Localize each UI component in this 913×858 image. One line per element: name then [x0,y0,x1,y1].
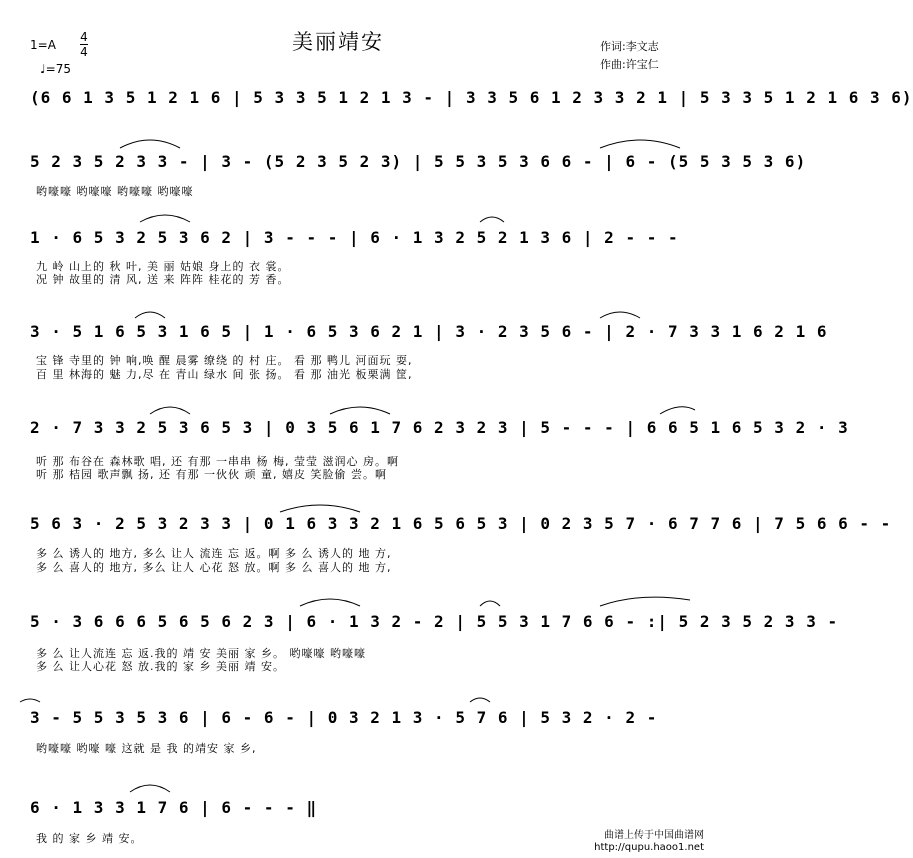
notation-line: 5 · 3 6 6 6 5 6 5 6 2 3 | 6 · 1 3 2 - 2 | 5 5 3 1 7 6 6 - :| 5 2 3 5 2 3 3 - [30,612,839,631]
lyric-line: 哟嚎嚎 哟嚎 嚎 这就 是 我 的靖安 家 乡, [36,742,257,755]
notation-line: 3 - 5 5 3 5 3 6 | 6 - 6 - | 0 3 2 1 3 · 5 7 6 | 5 3 2 · 2 - [30,708,658,727]
lyric-line: 多 么 诱人的 地方, 多么 让人 流连 忘 返。啊 多 么 诱人的 地 方, [36,547,392,560]
slur-arc [330,407,390,414]
footer-text: 曲谱上传于中国曲谱网 [604,830,704,841]
slur-arc [480,601,500,606]
slur-arc [660,407,695,414]
lyric-line: 况 钟 故里的 清 风, 送 来 阵阵 桂花的 芳 香。 [36,273,290,286]
slur-arc [600,597,690,606]
slur-arc [150,407,190,414]
footer-url: http://qupu.haoo1.net [594,842,704,853]
quarter-note-icon: ♩ [40,62,46,76]
notation-line: (6 6 1 3 5 1 2 1 6 | 5 3 3 5 1 2 1 3 - | 3 3 5 6 1 2 3 3 2 1 | 5 3 3 5 1 2 1 6 3 6) [30,88,913,107]
notation-line: 5 2 3 5 2 3 3 - | 3 - (5 2 3 5 2 3) | 5 5 3 5 3 6 6 - | 6 - (5 5 3 5 3 6) [30,152,807,171]
lyric-line: 九 岭 山上的 秋 叶, 美 丽 姑娘 身上的 衣 裳。 [36,260,290,273]
time-signature-bottom: 4 [80,45,88,59]
slur-arc [480,217,504,222]
notation-line: 2 · 7 3 3 2 5 3 6 5 3 | 0 3 5 6 1 7 6 2 3 2 3 | 5 - - - | 6 6 5 1 6 5 3 2 · 3 [30,418,849,437]
notation-line: 1 · 6 5 3 2 5 3 6 2 | 3 - - - | 6 · 1 3 2 5 2 1 3 6 | 2 - - - [30,228,679,247]
lyric-line: 多 么 让人流连 忘 返.我的 靖 安 美丽 家 乡。 哟嚎嚎 哟嚎嚎 [36,647,366,660]
lyric-line: 宝 锋 寺里的 钟 响,唤 醒 晨雾 缭绕 的 村 庄。 看 那 鸭儿 河面玩 耍, [36,354,413,367]
footer-watermark [594,830,704,854]
slur-arc [120,140,180,148]
slur-arc [470,698,490,702]
lyric-line: 多 么 让人心花 怒 放.我的 家 乡 美丽 靖 安。 [36,660,285,673]
lyric-line: 多 么 喜人的 地方, 多么 让人 心花 怒 放。啊 多 么 喜人的 地 方, [36,561,392,574]
slur-arc [600,312,640,318]
lyric-line: 哟嚎嚎 哟嚎嚎 哟嚎嚎 哟嚎嚎 [36,185,194,198]
notation-line: 3 · 5 1 6 5 3 1 6 5 | 1 · 6 5 3 6 2 1 | 3 · 2 3 5 6 - | 2 · 7 3 3 1 6 2 1 6 [30,322,828,341]
slur-arc [20,699,40,702]
notation-line: 6 · 1 3 3 1 7 6 | 6 - - - ‖ [30,798,318,817]
notation-line: 5 6 3 · 2 5 3 2 3 3 | 0 1 6 3 3 2 1 6 5 6 5 3 | 0 2 3 5 7 · 6 7 7 6 | 7 5 6 6 - - [30,514,892,533]
lyricist-credit: 作词:李文志 [600,40,659,53]
slur-arc [135,312,165,318]
time-signature-top: 4 [80,30,88,44]
tempo-value: =75 [45,62,71,76]
slur-arc [280,505,360,512]
song-title: 美丽靖安 [292,30,384,54]
lyric-line: 我 的 家 乡 靖 安。 [36,832,143,845]
slur-arc [600,140,680,148]
slur-arc [130,785,170,792]
lyric-line: 听 那 布谷在 森林歌 唱, 还 有那 一串串 杨 梅, 莹莹 滋润心 房。啊 [36,455,399,468]
composer-credit: 作曲:许宝仁 [600,58,659,71]
slur-arc [300,599,360,606]
slur-arc [140,215,190,222]
key-signature: 1=A [30,38,56,52]
lyric-line: 听 那 桔园 歌声飘 扬, 还 有那 一伙伙 顽 童, 嬉皮 笑脸偷 尝。啊 [36,468,387,481]
lyric-line: 百 里 林海的 魅 力,尽 在 青山 绿水 间 张 扬。 看 那 油光 板栗满 筐, [36,368,413,381]
